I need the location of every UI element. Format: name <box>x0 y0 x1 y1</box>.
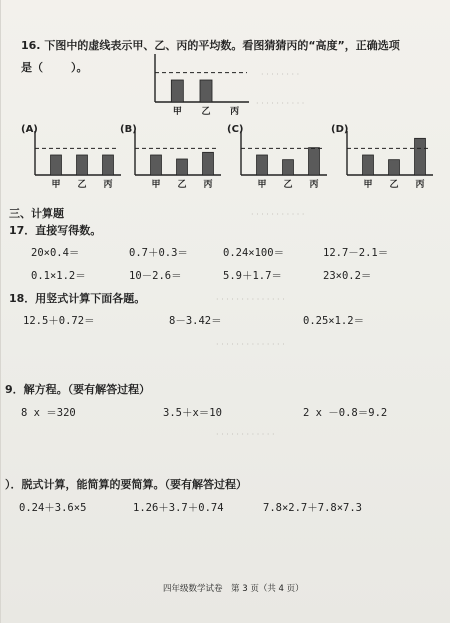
option-a-label: (A) <box>21 124 38 135</box>
option-c-chart-svg <box>237 129 329 191</box>
option-d-category-label: 丙 <box>415 180 425 190</box>
option-a-chart-svg <box>31 129 123 191</box>
option-d-chart-svg <box>343 129 435 191</box>
option-a-bar <box>51 155 62 175</box>
option-b-bar <box>203 152 214 175</box>
bleed-through-text: · · · · · · · · · · · · <box>216 430 275 439</box>
option-a-category-label: 丙 <box>103 180 113 190</box>
option-d-bar <box>363 155 374 175</box>
q17-item: 0.7＋0.3＝ <box>129 247 188 259</box>
q17-item: 0.1×1.2＝ <box>31 270 86 282</box>
q18-item: 12.5＋0.72＝ <box>23 315 95 327</box>
main-chart-category-label: 甲 <box>172 107 182 117</box>
option-b-bar <box>151 155 162 175</box>
option-c-category-label: 丙 <box>309 180 319 190</box>
bleed-through-text: · · · · · · · · <box>261 70 300 79</box>
q19-item: 8 x ＝320 <box>21 407 76 419</box>
option-b-category-label: 乙 <box>177 180 187 190</box>
bleed-through-text: · · · · · · · · · · <box>256 99 305 108</box>
option-c-category-label: 乙 <box>283 180 293 190</box>
option-c-bar <box>257 155 268 175</box>
option-d-bar <box>415 138 426 175</box>
q19-item: 3.5＋x＝10 <box>163 407 222 419</box>
q16-line1: 16. 下图中的虚线表示甲、乙、丙的平均数。看图猜猜丙的“高度”，正确选项 <box>21 39 400 52</box>
q17-item: 20×0.4＝ <box>31 247 80 259</box>
q16-main-chart <box>151 52 251 118</box>
option-c-label: (C) <box>227 124 244 135</box>
bleed-through-text: · · · · · · · · · · · · · · <box>216 340 285 349</box>
option-c-bar <box>309 148 320 175</box>
q17-item: 12.7－2.1＝ <box>323 247 389 259</box>
option-c-bar <box>283 160 294 175</box>
section-3-title: 三、计算题 <box>9 207 64 220</box>
q17-item: 0.24×100＝ <box>223 247 285 259</box>
q19-title: 9．解方程。（要有解答过程） <box>5 383 151 396</box>
option-d-chart <box>343 129 435 191</box>
option-a-category-label: 乙 <box>77 180 87 190</box>
q17-item: 5.9＋1.7＝ <box>223 270 282 282</box>
q19-item: 2 x －0.8＝9.2 <box>303 407 388 419</box>
main-chart-bar <box>200 80 212 102</box>
option-b-bar <box>177 159 188 175</box>
q16-line2 <box>21 61 88 74</box>
option-d-category-label: 乙 <box>389 180 399 190</box>
q20-item: 7.8×2.7＋7.8×7.3 <box>263 502 363 514</box>
q17-title: 17．直接写得数。 <box>9 224 102 237</box>
option-a-bar <box>103 155 114 175</box>
main-chart-category-label: 乙 <box>201 107 211 117</box>
q16-answer-close: ）。 <box>71 61 88 74</box>
q18-title: 18．用竖式计算下面各题。 <box>9 292 146 305</box>
q18-item: 0.25×1.2＝ <box>303 315 365 327</box>
option-c-chart <box>237 129 329 191</box>
q17-item: 23×0.2＝ <box>323 270 372 282</box>
option-b-category-label: 甲 <box>151 180 161 190</box>
bleed-through-text: · · · · · · · · · · · · · · <box>216 295 285 304</box>
main-chart-category-label: 丙 <box>230 107 240 117</box>
q16-answer-open: 是（ <box>21 61 43 74</box>
option-c-category-label: 甲 <box>257 180 267 190</box>
option-b-category-label: 丙 <box>203 180 213 190</box>
q20-title: ）．脱式计算，能简算的要简算。（要有解答过程） <box>5 478 247 491</box>
q16-main-chart-svg <box>151 52 251 118</box>
q17-item: 10－2.6＝ <box>129 270 182 282</box>
q20-item: 0.24＋3.6×5 <box>19 502 87 514</box>
q18-item: 8－3.42＝ <box>169 315 222 327</box>
option-a-category-label: 甲 <box>51 180 61 190</box>
option-b-chart-svg <box>131 129 223 191</box>
bleed-through-text: · · · · · · · · · · · <box>251 210 305 219</box>
option-a-chart <box>31 129 123 191</box>
page-footer: 四年级数学试卷 第 3 页（共 4 页） <box>163 584 304 594</box>
option-a-bar <box>77 155 88 175</box>
option-d-label: (D) <box>331 124 349 135</box>
main-chart-bar <box>171 80 183 102</box>
option-d-bar <box>389 160 400 175</box>
option-b-label: (B) <box>120 124 137 135</box>
option-d-category-label: 甲 <box>363 180 373 190</box>
q20-item: 1.26＋3.7＋0.74 <box>133 502 224 514</box>
option-b-chart <box>131 129 223 191</box>
